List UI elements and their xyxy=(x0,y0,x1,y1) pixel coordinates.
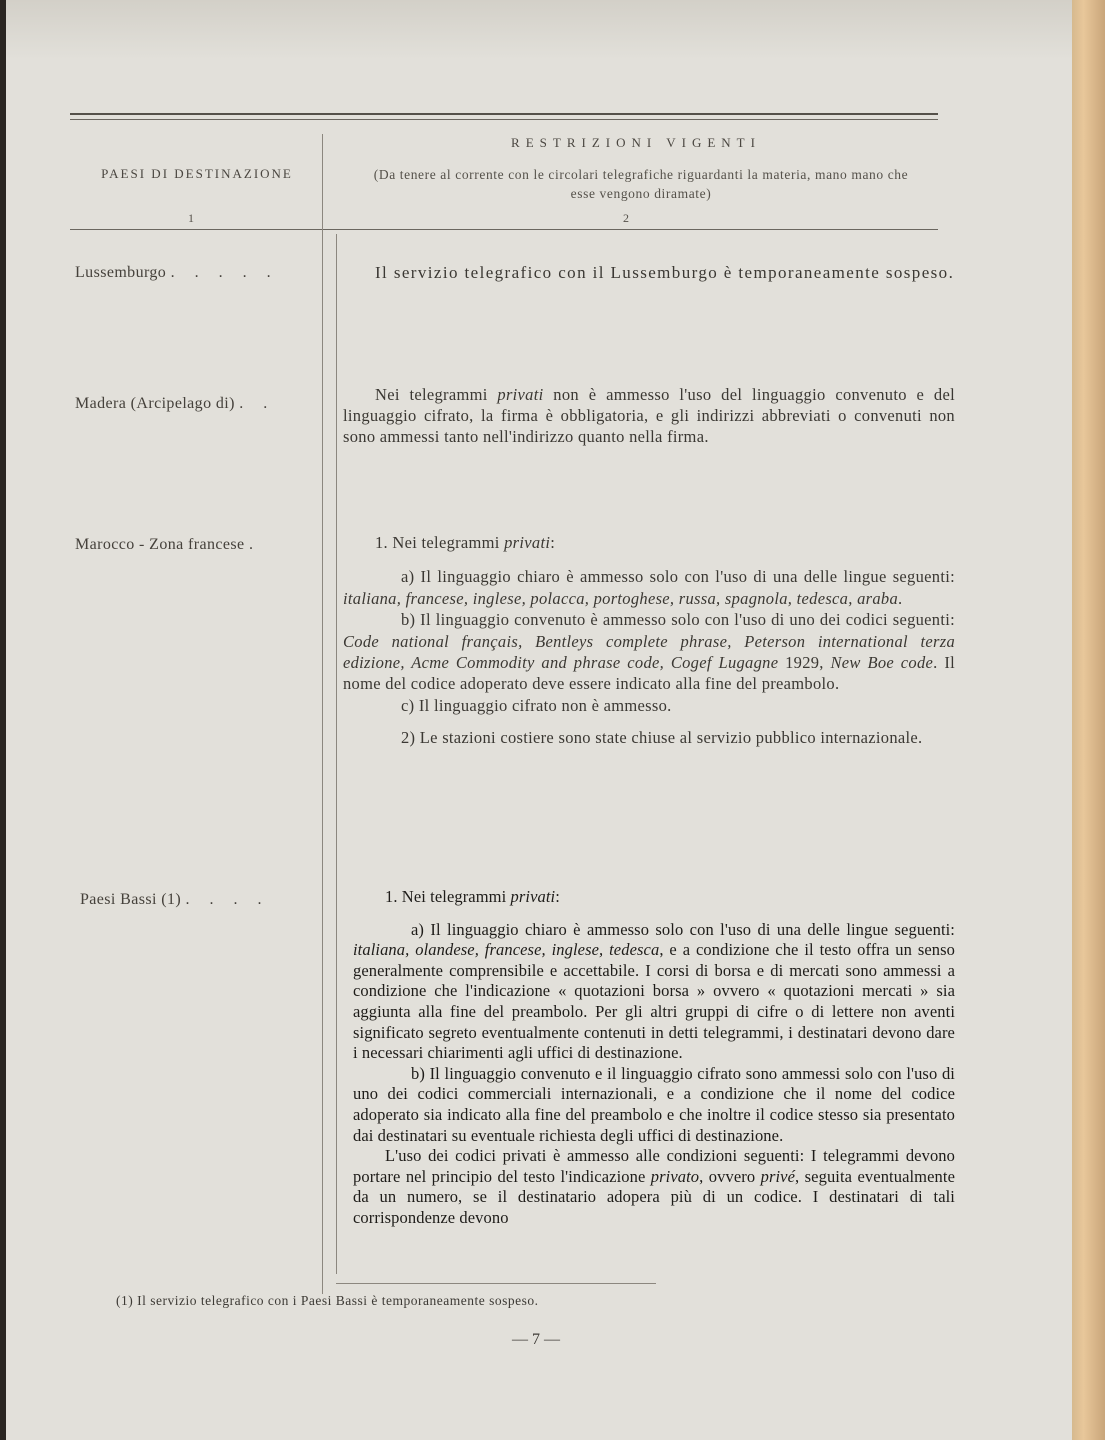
footnote: (1) Il servizio telegrafico con i Paesi Bassi è temporaneamente sospeso. xyxy=(116,1293,539,1308)
column-divider xyxy=(322,134,323,1294)
leader-dots: . . . . . xyxy=(170,264,279,281)
leader-dots: . xyxy=(248,536,261,553)
leader-dots: . . . . xyxy=(185,891,270,908)
paragraph-b: b) Il linguaggio convenuto è ammesso solo con l'uso di uno dei codici seguenti: Code national français, Bentleys complete phrase, Peterson international terza edizione, Acme Commodity and phrase code, Cogef Lugagne 1929, New Boe code. Il nome del codice adoperato deve essere indicato alla fine del preambolo. xyxy=(343,610,956,694)
restriction-paesi-bassi xyxy=(353,887,955,1229)
header-top-rule xyxy=(70,113,938,115)
leader-dots: . . xyxy=(239,395,276,412)
column-2-number: 2 xyxy=(623,211,629,225)
paragraph-a: a) Il linguaggio chiaro è ammesso solo con l'uso di una delle lingue seguenti: italiana, olandese, francese, inglese, tedesca, e a condizione che il testo offra un senso generalmente comprensibile e accettabile. I corsi di borsa e di mercati sono ammessi a condizione che l'indicazione « quotazioni borsa » ovvero « quotazioni mercati » sia aggiunta alla fine del preambolo. Per gli altri gruppi di cifre o di lettere non aventi significato segreto eventualmente contenuti in detti telegrammi, i destinatari devono dare i necessari chiarimenti agli uffici di destinazione. xyxy=(353,919,956,1063)
country-name: Paesi Bassi (1) xyxy=(80,891,182,908)
column-2-subtitle: (Da tenere al corrente con le circolari telegrafiche riguardanti la materia, mano mano che esse vengono diramate) xyxy=(373,167,909,201)
country-name: Madera (Arcipelago di) xyxy=(75,395,235,412)
page-top-shading xyxy=(6,0,1081,60)
restriction-madera xyxy=(343,384,955,447)
country-name: Lussemburgo xyxy=(75,264,167,281)
restriction-text: Il servizio telegrafico con il Lussemburgo è temporaneamente sospeso. xyxy=(375,263,955,282)
paragraph-a: a) Il linguaggio chiaro è ammesso solo con l'uso di una delle lingue seguenti: italiana, francese, inglese, polacca, portoghese, russa, spagnola, tedesca, araba. xyxy=(343,567,955,608)
column-1-title: PAESI DI DESTINAZIONE xyxy=(101,166,293,181)
country-madera xyxy=(75,395,275,413)
document-page xyxy=(6,0,1081,1440)
country-name: Marocco - Zona francese xyxy=(75,536,245,553)
paragraph-1: 1. Nei telegrammi privati: xyxy=(385,887,560,906)
column-1-number: 1 xyxy=(188,211,194,225)
restriction-lussemburgo xyxy=(343,262,955,284)
header-top-rule-thin xyxy=(70,119,938,120)
footnote-rule xyxy=(336,1283,656,1284)
header-bottom-rule xyxy=(70,229,938,230)
paragraph-1: 1. Nei telegrammi privati: xyxy=(375,533,556,552)
paragraph-b: b) Il linguaggio convenuto e il linguaggio cifrato sono ammessi solo con l'uso di uno dei codici commerciali internazionali, e a condizione che il nome del codice adoperato sia indicato alla fine del preambolo e che inoltre il codice stesso sia presentato dai destinatari su eventuale richiesta degli uffici di destinazione. xyxy=(353,1063,955,1145)
book-binding-edge xyxy=(1072,0,1105,1440)
paragraph-2: 2) Le stazioni costiere sono state chiuse al servizio pubblico internazionale. xyxy=(401,728,923,748)
country-marocco xyxy=(75,536,261,554)
paragraph-c: c) Il linguaggio cifrato non è ammesso. xyxy=(401,695,672,715)
column-divider-right xyxy=(336,234,337,1274)
country-paesi-bassi xyxy=(80,891,270,909)
paragraph-codici-privati: L'uso dei codici privati è ammesso alle condizioni seguenti: I telegrammi devono portare nel principio del testo l'indicazione privato, ovvero privé, seguita eventualmente da un numero, se il destinatario adopera più di un codice. I destinatari di tali corrispondenze devono xyxy=(353,1146,956,1227)
country-lussemburgo xyxy=(75,264,279,282)
restriction-text: Nei telegrammi privati non è ammesso l'uso del linguaggio convenuto e del linguaggio cifrato, la firma è obbligatoria, e gli indirizzi abbreviati o convenuti non sono ammessi tanto nell'indirizzo quanto nella firma. xyxy=(343,385,955,446)
page-number: — 7 — xyxy=(512,1331,560,1348)
column-2-title: RESTRIZIONI VIGENTI xyxy=(511,135,761,150)
restriction-marocco xyxy=(343,532,955,749)
